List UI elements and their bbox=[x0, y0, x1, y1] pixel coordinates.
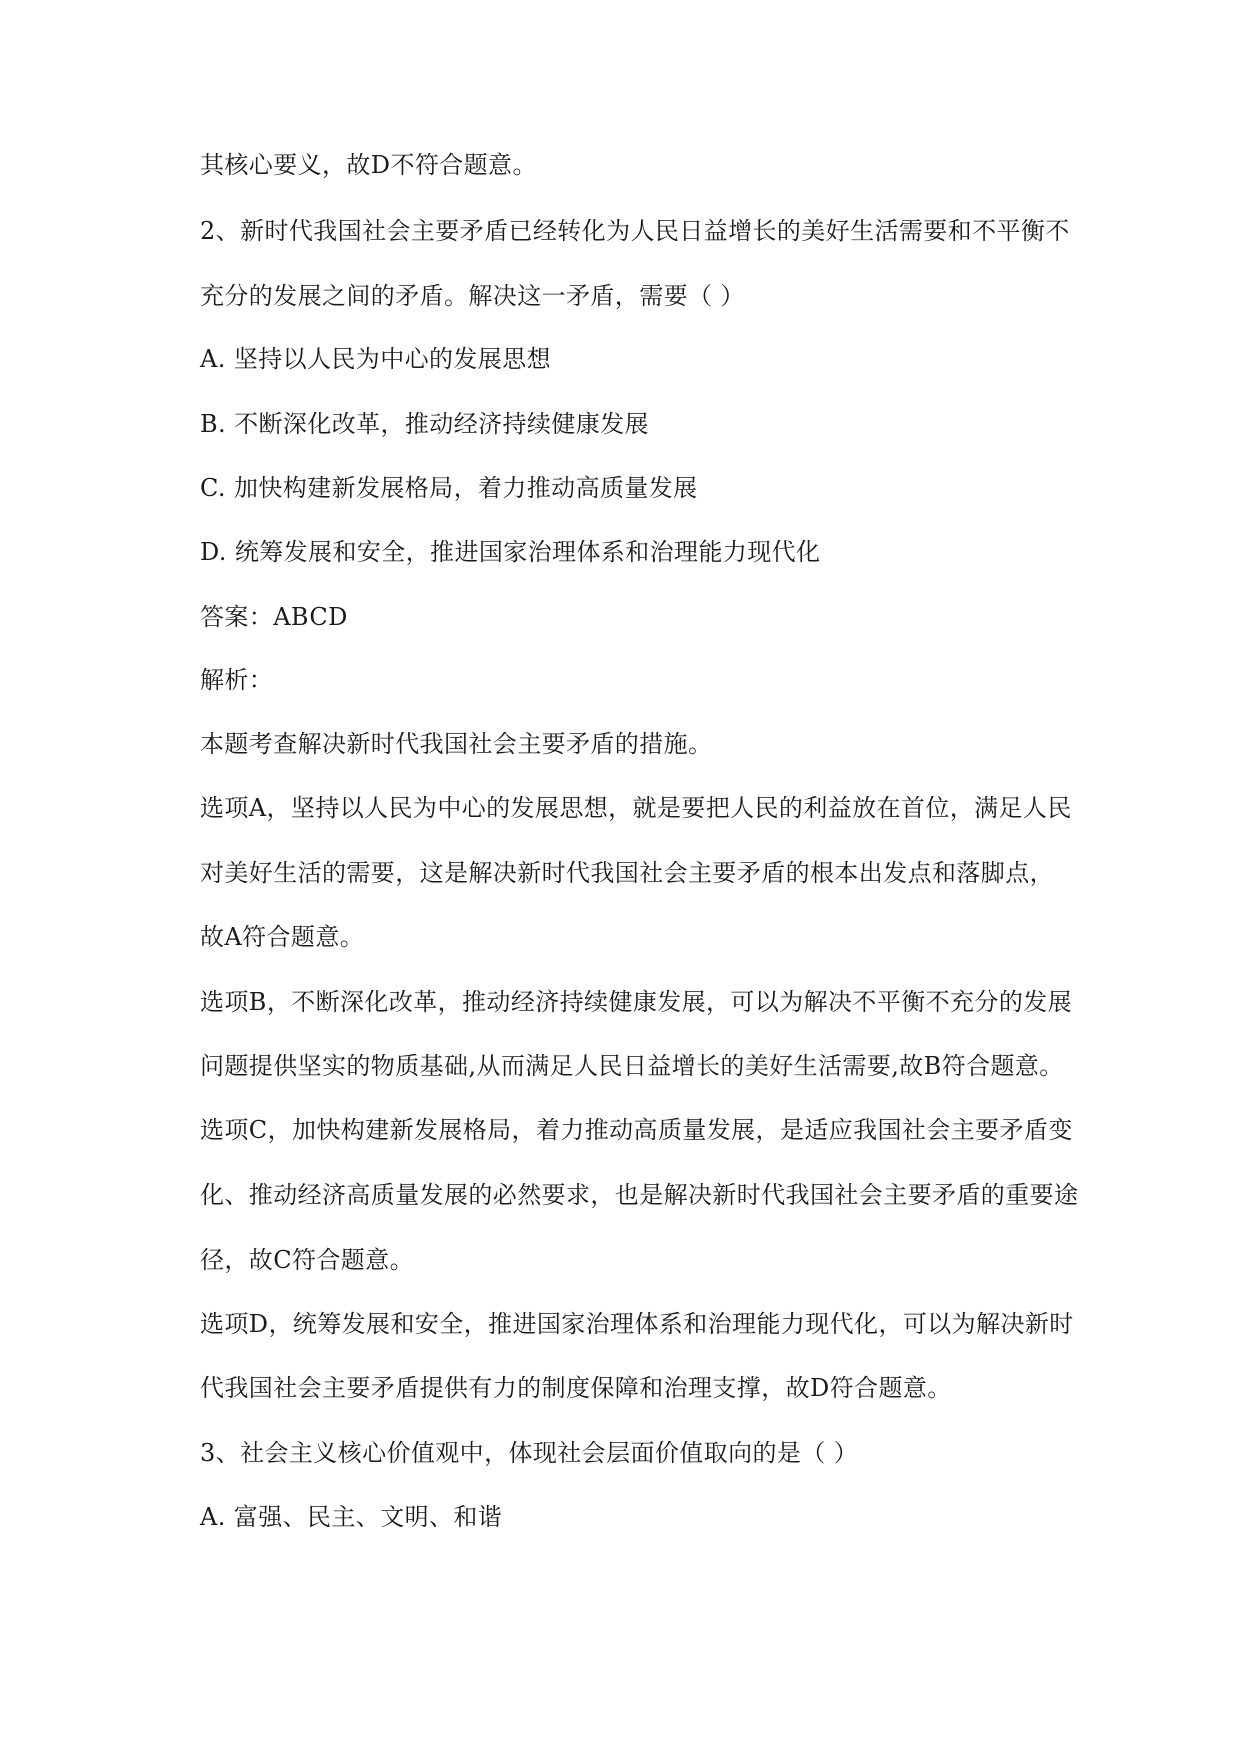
question-2-option-b: B. 不断深化改革，推动经济持续健康发展 bbox=[200, 410, 649, 438]
analysis-text: 选项D，统筹发展和安全，推进国家治理体系和治理能力现代化，可以为解决新时 bbox=[200, 1310, 1074, 1338]
analysis-text: 化、推动经济高质量发展的必然要求，也是解决新时代我国社会主要矛盾的重要途 bbox=[200, 1181, 1079, 1209]
question-3-stem: 3、社会主义核心价值观中，体现社会层面价值取向的是（ ） bbox=[200, 1439, 859, 1467]
question-2-stem-line-1: 2、新时代我国社会主要矛盾已经转化为人民日益增长的美好生活需要和不平衡不 bbox=[200, 217, 1070, 245]
analysis-text: 选项B，不断深化改革，推动经济持续健康发展，可以为解决不平衡不充分的发展 bbox=[200, 988, 1073, 1016]
answer-line: 答案：ABCD bbox=[200, 603, 348, 631]
analysis-text: 选项C，加快构建新发展格局，着力推动高质量发展，是适应我国社会主要矛盾变 bbox=[200, 1116, 1073, 1144]
analysis-text: 问题提供坚实的物质基础,从而满足人民日益增长的美好生活需要,故B符合题意。 bbox=[200, 1052, 1064, 1080]
analysis-text: 对美好生活的需要，这是解决新时代我国社会主要矛盾的根本出发点和落脚点， bbox=[200, 859, 1054, 887]
question-2-option-c: C. 加快构建新发展格局，着力推动高质量发展 bbox=[200, 474, 698, 502]
question-3-option-a: A. 富强、民主、文明、和谐 bbox=[200, 1503, 503, 1531]
question-2-option-a: A. 坚持以人民为中心的发展思想 bbox=[200, 345, 551, 373]
analysis-text: 本题考查解决新时代我国社会主要矛盾的措施。 bbox=[200, 730, 713, 758]
analysis-text: 径，故C符合题意。 bbox=[200, 1246, 414, 1274]
analysis-text: 选项A，坚持以人民为中心的发展思想，就是要把人民的利益放在首位，满足人民 bbox=[200, 794, 1072, 822]
question-2-option-d: D. 统筹发展和安全，推进国家治理体系和治理能力现代化 bbox=[200, 538, 821, 566]
question-2-stem-line-2: 充分的发展之间的矛盾。解决这一矛盾，需要（ ） bbox=[200, 282, 745, 310]
analysis-text: 代我国社会主要矛盾提供有力的制度保障和治理支撑，故D符合题意。 bbox=[200, 1374, 952, 1402]
analysis-text: 故A符合题意。 bbox=[200, 923, 365, 951]
text-line: 其核心要义，故D不符合题意。 bbox=[200, 151, 537, 179]
analysis-heading: 解析： bbox=[200, 666, 274, 694]
